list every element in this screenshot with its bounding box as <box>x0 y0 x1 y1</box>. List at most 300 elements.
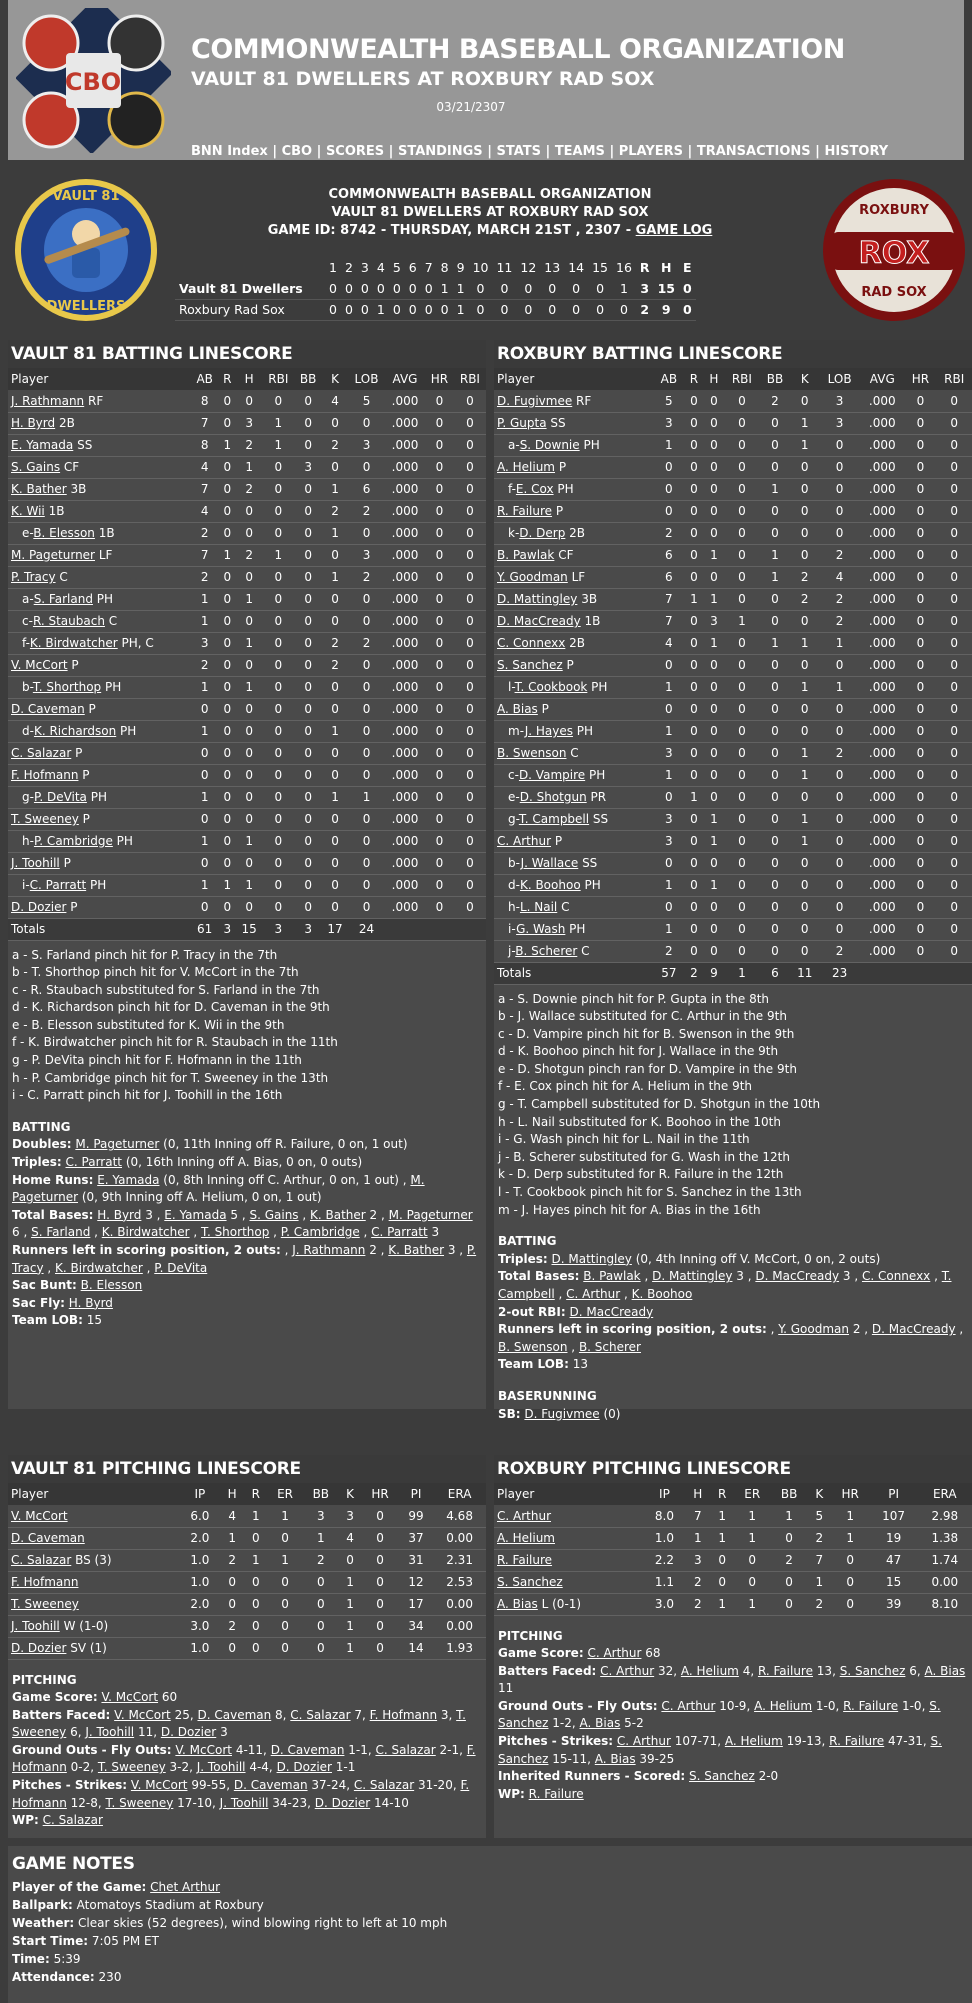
stat-cell: 0 <box>819 830 860 852</box>
column-header: IP <box>644 1483 686 1505</box>
player-link[interactable]: S. Sanchez <box>497 658 563 672</box>
note-text: 2 , <box>365 1207 389 1222</box>
stat-cell: 2 <box>808 1527 831 1549</box>
stat-cell: 1 <box>236 632 262 654</box>
pitcher-link[interactable]: D. Dozier <box>11 1641 67 1655</box>
player-link[interactable]: D. Fugivmee <box>497 393 573 408</box>
stat-cell: 0 <box>425 412 454 434</box>
player-link[interactable]: H. Byrd <box>97 1207 142 1222</box>
stat-cell: 1 <box>322 566 348 588</box>
rhe-value: 9 <box>654 299 679 320</box>
player-link[interactable]: D. Fugivmee <box>524 1406 600 1421</box>
player-link[interactable]: K. Birdwatcher <box>101 1225 190 1240</box>
player-link[interactable]: B. Scherer <box>515 944 578 958</box>
player-link[interactable]: V. McCort <box>175 1742 232 1757</box>
player-link[interactable]: D. Shotgun <box>519 790 587 804</box>
stat-cell: .000 <box>860 434 905 456</box>
stat-cell: 0 <box>724 654 760 676</box>
stat-cell: 1 <box>322 522 348 544</box>
player-link[interactable]: T. Campbell <box>498 1269 952 1301</box>
player-link[interactable]: D. Mattingley <box>652 1269 733 1284</box>
note-text: 10-9, <box>715 1698 755 1713</box>
player-link[interactable]: D. MacCready <box>569 1304 654 1319</box>
stat-cell: 0 <box>684 676 704 698</box>
note-label: Ballpark: <box>12 1898 73 1912</box>
player-link[interactable]: J. Rathmann <box>292 1243 366 1257</box>
player-link[interactable]: M. Pageturner <box>12 1172 425 1205</box>
nav-players[interactable]: PLAYERS <box>618 144 684 159</box>
player-link[interactable]: A. Helium <box>724 1734 783 1749</box>
stat-cell: 15 <box>870 1571 918 1593</box>
player-link[interactable]: C. Arthur <box>616 1734 671 1749</box>
player-link[interactable]: D. Caveman <box>233 1778 308 1793</box>
game-header <box>160 186 820 240</box>
totals-cell <box>425 918 454 940</box>
stat-cell: 2 <box>760 390 791 412</box>
player-link[interactable]: R. Failure <box>829 1734 885 1749</box>
stat-cell: 0 <box>294 632 322 654</box>
nav-transactions[interactable]: TRANSACTIONS <box>696 144 811 159</box>
player-cell <box>494 764 654 786</box>
player-link[interactable]: F. Hofmann <box>11 768 79 782</box>
player-link[interactable]: C. Connexx <box>861 1269 931 1284</box>
player-link[interactable]: S. Gains <box>249 1207 299 1222</box>
stat-cell: 1 <box>819 632 860 654</box>
column-header: HR <box>425 368 454 390</box>
column-header: H <box>220 1483 244 1505</box>
player-link[interactable]: C. Arthur <box>661 1698 716 1713</box>
player-link[interactable]: D. MacCready <box>871 1322 956 1337</box>
note-line <box>12 1242 482 1277</box>
player-link[interactable]: J. Toohill <box>219 1795 269 1810</box>
player-link[interactable]: A. Helium <box>497 460 555 474</box>
note-text: , <box>766 1322 779 1337</box>
player-cell <box>494 808 654 830</box>
totals-cell: 6 <box>760 962 791 984</box>
rhe-header: E <box>683 260 692 275</box>
player-link[interactable]: D. MacCready <box>497 614 581 628</box>
stat-cell: 0 <box>724 896 760 918</box>
stat-cell: 0 <box>262 456 294 478</box>
player-link[interactable]: R. Failure <box>757 1663 813 1678</box>
stat-cell: 0 <box>236 566 262 588</box>
note-text: (0, 9th Inning off A. Helium, 0 on, 1 out) <box>78 1190 322 1205</box>
player-link[interactable]: D. Mattingley <box>551 1251 632 1266</box>
stat-cell: 0 <box>905 940 937 962</box>
stat-cell: 0 <box>819 522 860 544</box>
player-link[interactable]: C. Parratt <box>65 1155 122 1170</box>
roxbury-team-logo[interactable] <box>820 176 968 324</box>
pitcher-link[interactable]: R. Failure <box>497 1553 553 1567</box>
nav-stats[interactable]: STATS <box>496 144 541 159</box>
stat-cell: 2.53 <box>433 1571 486 1593</box>
player-link[interactable]: V. McCort <box>11 658 68 672</box>
player-link[interactable]: K. Bather <box>11 482 67 496</box>
stat-cell: 19 <box>870 1527 918 1549</box>
stat-cell: 12 <box>399 1571 433 1593</box>
player-link[interactable]: Y. Goodman <box>497 570 568 584</box>
stat-cell: 0 <box>348 764 385 786</box>
player-link[interactable]: P. Gupta <box>497 416 547 430</box>
player-link[interactable]: T. Shorthop <box>32 680 102 694</box>
player-link[interactable]: E. Yamada <box>11 438 74 452</box>
player-link[interactable]: K. Boohoo <box>519 878 581 892</box>
player-link[interactable]: C. Arthur <box>600 1663 655 1678</box>
note-text: 13 <box>568 1357 588 1372</box>
player-link[interactable]: S. Downie <box>519 438 580 452</box>
note-text: 99-55, <box>187 1778 234 1793</box>
stat-cell: 0 <box>790 544 819 566</box>
note-label: 2-out RBI: <box>498 1304 566 1319</box>
stat-cell: 0 <box>236 896 262 918</box>
pitcher-link[interactable]: A. Helium <box>497 1531 555 1545</box>
pitcher-link[interactable]: V. McCort <box>11 1508 68 1523</box>
stat-cell: 0 <box>425 786 454 808</box>
table-row <box>8 698 486 720</box>
player-link[interactable]: P. DeVita <box>33 790 87 804</box>
player-link[interactable]: A. Bias <box>497 702 538 716</box>
player-cell <box>494 720 654 742</box>
pitcher-link[interactable]: A. Bias <box>497 1597 538 1611</box>
stat-cell: 0 <box>684 742 704 764</box>
player-link[interactable]: C. Salazar <box>42 1813 103 1828</box>
player-link[interactable]: S. Sanchez <box>839 1663 906 1678</box>
stat-cell: 2 <box>819 544 860 566</box>
player-link[interactable]: C. Arthur <box>566 1287 621 1301</box>
stat-cell: 0 <box>294 610 322 632</box>
pitcher-link[interactable]: C. Salazar <box>11 1553 72 1567</box>
player-link[interactable]: A. Bias <box>579 1716 621 1731</box>
stat-cell: 0 <box>454 610 486 632</box>
nav-standings[interactable]: STANDINGS <box>397 144 483 159</box>
player-link[interactable]: C. Parratt <box>29 878 87 892</box>
stat-cell: 0 <box>790 390 819 412</box>
totals-cell <box>905 962 937 984</box>
stat-cell: 0 <box>244 1527 267 1549</box>
player-link[interactable]: D. Mattingley <box>497 592 578 606</box>
player-link[interactable]: B. Pawlak <box>497 548 555 562</box>
note-text: 5 , <box>226 1207 250 1222</box>
nav-cbo[interactable]: CBO <box>281 144 313 159</box>
player-link[interactable]: F. Hofmann <box>369 1707 438 1722</box>
inning-runs: 0 <box>421 278 437 299</box>
player-link[interactable]: A. Bias <box>924 1663 966 1678</box>
stat-cell: 0 <box>724 390 760 412</box>
note-text: 1-0, <box>812 1698 844 1713</box>
player-link[interactable]: D. Derp <box>519 526 566 540</box>
nav-bnn-index[interactable]: BNN Index <box>191 144 268 159</box>
home-pitching-title: ROXBURY PITCHING LINESCORE <box>494 1455 972 1483</box>
player-link[interactable]: C. Salazar <box>290 1707 351 1722</box>
note-text: , <box>280 1243 293 1257</box>
player-link[interactable]: H. Byrd <box>68 1295 113 1310</box>
player-link[interactable]: M. Pageturner <box>75 1137 160 1152</box>
player-link[interactable]: R. Failure <box>843 1698 899 1713</box>
stat-cell: .000 <box>385 632 425 654</box>
player-link[interactable]: V. McCort <box>114 1707 171 1722</box>
player-link[interactable]: Y. Goodman <box>778 1322 849 1337</box>
player-link[interactable]: R. Staubach <box>32 614 105 628</box>
player-link[interactable]: C. Connexx <box>497 636 566 650</box>
stat-cell: 0 <box>770 1571 807 1593</box>
player-link[interactable]: K. Wii <box>11 504 45 518</box>
player-link[interactable]: K. Bather <box>388 1243 445 1257</box>
note-text: 3 , <box>444 1243 467 1257</box>
player-cell <box>494 632 654 654</box>
column-header: HR <box>831 1483 870 1505</box>
table-row <box>8 786 486 808</box>
player-link[interactable]: J. Wallace <box>520 856 579 870</box>
player-link[interactable]: B. Swenson <box>497 746 567 760</box>
player-link[interactable]: P. Tracy <box>11 570 56 584</box>
note-text: 5:39 <box>49 1952 81 1966</box>
stat-cell: 0 <box>654 786 685 808</box>
player-link[interactable]: D. Vampire <box>518 768 586 782</box>
stat-cell: 0 <box>790 852 819 874</box>
stat-cell: 0 <box>218 808 236 830</box>
note-line <box>12 1777 482 1812</box>
stat-cell: 8 <box>191 434 219 456</box>
inning-runs: 0 <box>492 299 516 320</box>
inning-header: 4 <box>376 260 385 275</box>
totals-cell: Totals <box>8 918 191 940</box>
player-link[interactable]: S. Sanchez <box>498 1734 942 1766</box>
player-link[interactable]: E. Yamada <box>97 1172 160 1187</box>
player-link[interactable]: J. Rathmann <box>11 393 85 408</box>
stat-cell: 1 <box>790 412 819 434</box>
column-header: LOB <box>348 368 385 390</box>
note-text: , <box>189 1225 202 1240</box>
cbo-logo[interactable] <box>16 8 171 153</box>
player-link[interactable]: R. Failure <box>528 1786 584 1801</box>
sub-note: j - B. Scherer substituted for G. Wash in the 12th <box>498 1149 790 1164</box>
player-link[interactable]: A. Helium <box>754 1698 813 1713</box>
player-link[interactable]: C. Salazar <box>11 746 72 760</box>
player-link[interactable]: C. Salazar <box>353 1778 415 1793</box>
stat-cell: 0 <box>760 412 791 434</box>
player-link[interactable]: L. Nail <box>519 900 558 914</box>
player-link[interactable]: J. Toohill <box>11 856 60 870</box>
player-link[interactable]: B. Elesson <box>80 1278 143 1293</box>
player-link[interactable]: V. McCort <box>130 1778 188 1793</box>
stat-cell: 0 <box>294 720 322 742</box>
note-text: , <box>620 1287 632 1301</box>
stat-cell: 2 <box>236 478 262 500</box>
table-row <box>494 896 972 918</box>
player-link[interactable]: T. Cookbook <box>514 680 588 694</box>
player-link[interactable]: J. Toohill <box>85 1725 135 1740</box>
stat-cell: 0 <box>684 566 704 588</box>
note-text: 3 , <box>732 1269 756 1284</box>
stat-cell: 0 <box>684 698 704 720</box>
stat-cell: 0 <box>454 786 486 808</box>
pitcher-link[interactable]: T. Sweeney <box>11 1597 79 1611</box>
column-header: RBI <box>936 368 972 390</box>
player-link[interactable]: T. Sweeney <box>12 1707 466 1740</box>
pitcher-link[interactable]: J. Toohill <box>11 1619 60 1633</box>
stat-cell: 0 <box>218 786 236 808</box>
table-row <box>494 478 972 500</box>
player-link[interactable]: T. Sweeney <box>105 1795 174 1810</box>
stat-cell: 0 <box>425 830 454 852</box>
stat-cell: 4 <box>191 456 219 478</box>
player-link[interactable]: D. Dozier <box>11 900 67 914</box>
stat-cell: 0.00 <box>433 1593 486 1615</box>
player-link[interactable]: B. Elesson <box>33 526 95 540</box>
player-link[interactable]: Chet Arthur <box>150 1880 221 1894</box>
player-link[interactable]: P. Cambridge <box>33 834 113 848</box>
player-link[interactable]: J. Hayes <box>524 724 573 738</box>
stat-cell: 107 <box>870 1505 918 1527</box>
inning-runs: 0 <box>357 278 373 299</box>
stat-cell: 0 <box>936 852 972 874</box>
inning-runs: 1 <box>453 299 469 320</box>
player-position: 2B <box>565 636 586 650</box>
sub-prefix: d- <box>22 724 34 738</box>
nav-teams[interactable]: TEAMS <box>554 144 605 159</box>
note-line <box>12 1968 968 1986</box>
player-link[interactable]: C. Arthur <box>587 1646 642 1661</box>
player-link[interactable]: D. Dozier <box>276 1760 332 1775</box>
totals-cell <box>860 962 905 984</box>
player-link[interactable]: T. Sweeney <box>11 812 79 826</box>
stat-cell: 0 <box>348 698 385 720</box>
player-position: 2B <box>565 526 586 540</box>
stat-cell: 0 <box>905 544 937 566</box>
player-link[interactable]: D. MacCready <box>755 1269 840 1284</box>
sub-note: d - K. Boohoo pinch hit for J. Wallace in the 9th <box>498 1044 779 1059</box>
stat-cell: 1 <box>303 1527 339 1549</box>
pitcher-link[interactable]: S. Sanchez <box>497 1575 563 1589</box>
nav-scores[interactable]: SCORES <box>325 144 385 159</box>
stat-cell: 0 <box>905 654 937 676</box>
page-subtitle: VAULT 81 DWELLERS AT ROXBURY RAD SOX <box>191 68 655 91</box>
player-link[interactable]: K. Richardson <box>33 724 117 738</box>
stat-cell: .000 <box>860 456 905 478</box>
player-link[interactable]: A. Helium <box>680 1663 739 1678</box>
stat-cell: 1 <box>339 1615 361 1637</box>
player-link[interactable]: C. Arthur <box>497 834 551 848</box>
pitcher-link[interactable]: D. Caveman <box>11 1531 85 1545</box>
stat-cell: 0 <box>905 434 937 456</box>
stat-cell: 0 <box>267 1593 302 1615</box>
game-log-link[interactable]: GAME LOG <box>635 223 713 238</box>
pitcher-link[interactable]: C. Arthur <box>497 1508 551 1523</box>
stat-cell: 0 <box>236 852 262 874</box>
player-link[interactable]: D. Dozier <box>314 1795 371 1810</box>
nav-history[interactable]: HISTORY <box>824 144 889 159</box>
player-link[interactable]: V. McCort <box>101 1690 159 1705</box>
stat-cell: .000 <box>385 874 425 896</box>
stat-cell: 0 <box>684 544 704 566</box>
baserunning-heading: BASERUNNING <box>498 1388 597 1403</box>
player-link[interactable]: P. Tracy <box>12 1243 477 1275</box>
note-text: , <box>43 1260 56 1275</box>
player-link[interactable]: C. Salazar <box>375 1742 436 1757</box>
stat-cell: 0 <box>936 610 972 632</box>
stat-cell: 0 <box>348 588 385 610</box>
pitcher-link[interactable]: F. Hofmann <box>11 1575 79 1589</box>
player-link[interactable]: D. Caveman <box>11 702 85 716</box>
player-link[interactable]: T. Campbell <box>518 812 590 826</box>
player-link[interactable]: F. Hofmann <box>12 1742 476 1775</box>
player-link[interactable]: S. Gains <box>11 460 61 474</box>
stat-cell: 0 <box>294 786 322 808</box>
note-text: 32, <box>654 1663 681 1678</box>
note-text: , <box>554 1287 567 1301</box>
player-link[interactable]: A. Bias <box>594 1751 636 1766</box>
player-link[interactable]: S. Sanchez <box>689 1769 755 1784</box>
player-link[interactable]: P. DeVita <box>154 1260 208 1275</box>
player-link[interactable]: T. Shorthop <box>201 1225 270 1240</box>
stat-cell: 0 <box>244 1615 267 1637</box>
player-link[interactable]: D. Dozier <box>160 1725 217 1740</box>
player-link[interactable]: S. Farland <box>31 1225 91 1240</box>
player-link[interactable]: P. Cambridge <box>280 1225 360 1240</box>
column-header: RBI <box>724 368 760 390</box>
player-link[interactable]: F. Hofmann <box>12 1778 470 1810</box>
home-batting-title: ROXBURY BATTING LINESCORE <box>494 340 972 368</box>
sub-note: g - P. DeVita pinch hit for F. Hofmann in the 11th <box>12 1053 302 1068</box>
stat-cell: 0 <box>760 764 791 786</box>
note-label: Team LOB: <box>12 1313 83 1328</box>
away-batting-table <box>8 368 486 941</box>
player-link[interactable]: B. Pawlak <box>583 1269 641 1284</box>
note-label: Batters Faced: <box>498 1663 597 1678</box>
player-cell <box>8 764 191 786</box>
player-link[interactable]: K. Birdwatcher <box>29 636 118 650</box>
stat-cell: 1 <box>348 786 385 808</box>
stat-cell: 0 <box>684 500 704 522</box>
stat-cell: 1 <box>244 1505 267 1527</box>
stat-cell: 0 <box>218 676 236 698</box>
player-link[interactable]: R. Failure <box>497 504 553 518</box>
stat-cell: 7 <box>191 412 219 434</box>
player-link[interactable]: B. Scherer <box>578 1339 641 1354</box>
totals-cell: 11 <box>790 962 819 984</box>
player-link[interactable]: H. Byrd <box>11 416 56 430</box>
vault81-team-logo[interactable] <box>12 176 160 324</box>
player-link[interactable]: T. Sweeney <box>97 1760 166 1775</box>
stat-cell: 0 <box>905 500 937 522</box>
player-link[interactable]: S. Farland <box>33 592 93 606</box>
sub-note: c - R. Staubach substituted for S. Farland in the 7th <box>12 982 320 997</box>
player-link[interactable]: B. Swenson <box>498 1339 568 1354</box>
player-link[interactable]: D. Caveman <box>197 1707 272 1722</box>
player-position: PH <box>86 790 107 804</box>
player-link[interactable]: K. Bather <box>310 1207 366 1222</box>
player-link[interactable]: J. Toohill <box>196 1760 246 1775</box>
away-pitching-panel <box>8 1455 486 1838</box>
stat-cell: 0 <box>819 456 860 478</box>
stat-cell: 8.10 <box>918 1593 972 1615</box>
player-link[interactable]: S. Sanchez <box>498 1698 941 1731</box>
player-link[interactable]: M. Pageturner <box>11 548 95 562</box>
player-link[interactable]: M. Pageturner <box>388 1207 473 1222</box>
stat-cell: 0 <box>760 500 791 522</box>
player-link[interactable]: E. Yamada <box>164 1207 227 1222</box>
player-position: P <box>562 658 574 672</box>
player-link[interactable]: G. Wash <box>516 922 566 936</box>
player-link[interactable]: C. Parratt <box>371 1225 428 1240</box>
player-link[interactable]: K. Boohoo <box>631 1287 693 1301</box>
player-link[interactable]: E. Cox <box>515 482 554 496</box>
player-link[interactable]: D. Caveman <box>270 1742 345 1757</box>
stat-cell: 0 <box>905 456 937 478</box>
player-link[interactable]: K. Birdwatcher <box>55 1260 143 1275</box>
stat-cell: 0 <box>760 742 791 764</box>
table-row <box>494 456 972 478</box>
